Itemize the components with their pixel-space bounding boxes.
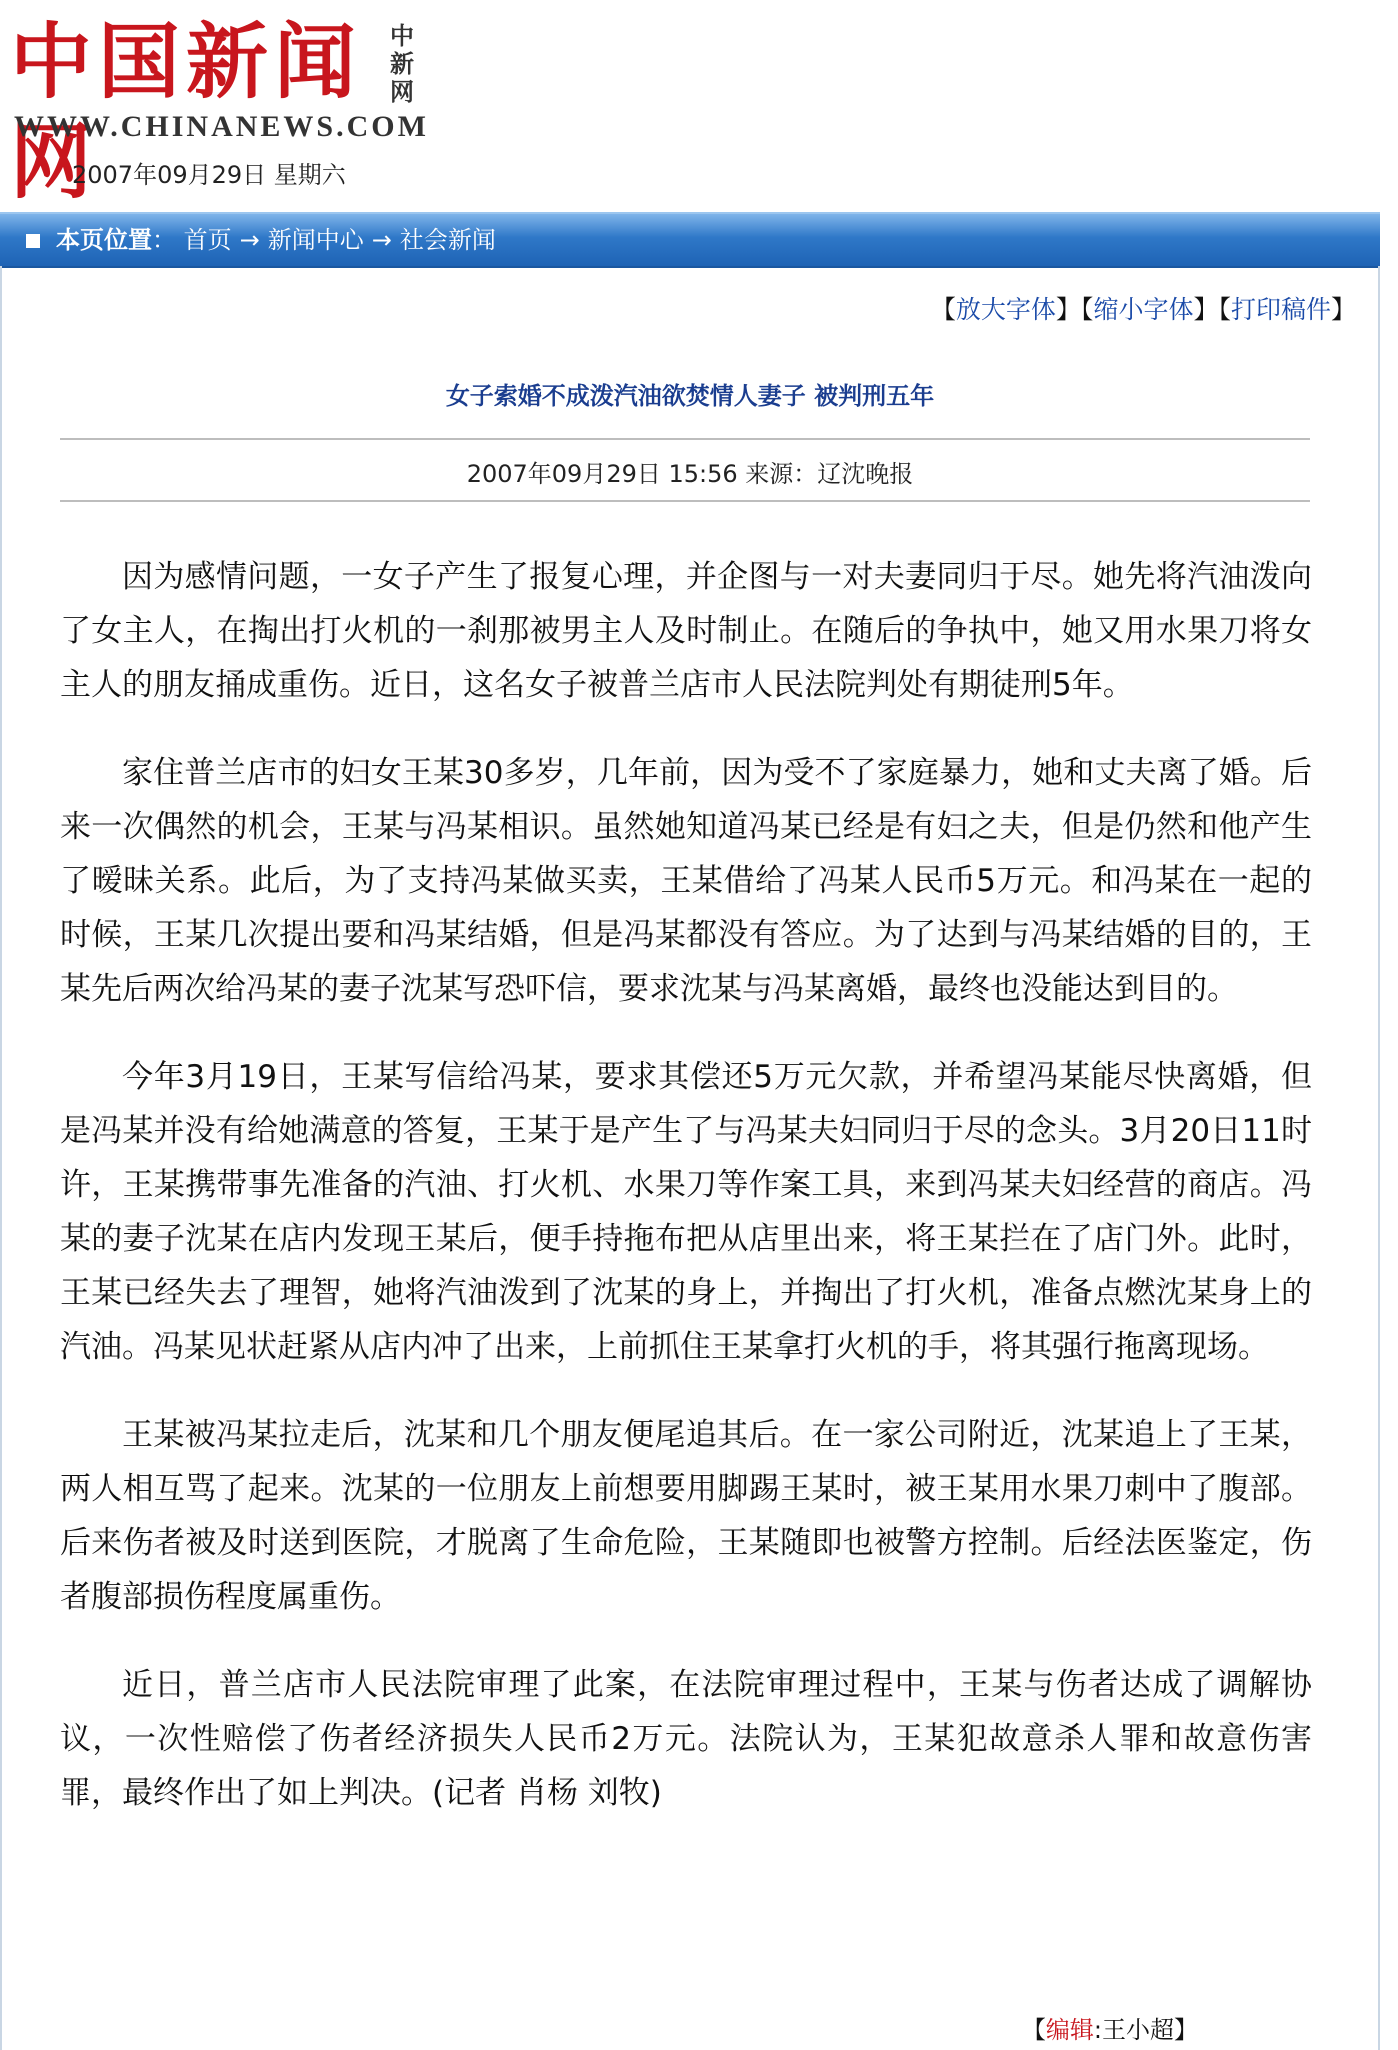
breadcrumb-colon: ： bbox=[152, 226, 176, 254]
square-bullet-icon bbox=[26, 234, 40, 248]
arrow-right-icon: → bbox=[239, 226, 260, 254]
location-bar bbox=[0, 212, 1380, 268]
article-body bbox=[60, 550, 1312, 1854]
header-date: 2007年09月29日 星期六 bbox=[72, 161, 346, 189]
article-title: 女子索婚不成泼汽油欲焚情人妻子 被判刑五年 bbox=[445, 382, 935, 410]
article-paragraph: 因为感情问题，一女子产生了报复心理，并企图与一对夫妻同归于尽。她先将汽油泼向了女主人，在掏出打火机的一刹那被男主人及时制止。在随后的争执中，她又用水果刀将女主人的朋友捅成重伤。近日，这名女子被普兰店市人民法院判处有期徒刑5年。 bbox=[60, 559, 1312, 703]
breadcrumb-label: 本页位置 bbox=[56, 226, 152, 254]
logo-side-text: 中新网 bbox=[390, 21, 414, 106]
breadcrumb-news-center-link[interactable]: 新闻中心 bbox=[267, 226, 364, 254]
article-paragraph: 家住普兰店市的妇女王某30多岁，几年前，因为受不了家庭暴力，她和丈夫离了婚。后来一次偶然的机会，王某与冯某相识。虽然她知道冯某已经是有妇之夫，但是仍然和他产生了暧昧关系。此后，为了支持冯某做买卖，王某借给了冯某人民币5万元。和冯某在一起的时候，王某几次提出要和冯某结婚，但是冯某都没有答应。为了达到与冯某结婚的目的，王某先后两次给冯某的妻子沈某写恐吓信，要求沈某与冯某离婚，最终也没能达到目的。 bbox=[60, 755, 1312, 1007]
divider-top bbox=[60, 438, 1310, 440]
article-paragraph: 王某被冯某拉走后，沈某和几个朋友便尾追其后。在一家公司附近，沈某追上了王某，两人相互骂了起来。沈某的一位朋友上前想要用脚踢王某时，被王某用水果刀刺中了腹部。后来伤者被及时送到医院，才脱离了生命危险，王某随即也被警方控制。后经法医鉴定，伤者腹部损伤程度属重伤。 bbox=[60, 1417, 1312, 1615]
article-panel bbox=[0, 266, 1380, 2050]
shrink-font-link[interactable]: 缩小字体 bbox=[1093, 295, 1194, 324]
site-header bbox=[0, 0, 1398, 210]
article-meta: 2007年09月29日 15:56 来源：辽沈晚报 bbox=[466, 460, 914, 488]
logo-chinese-text: 中国新闻网 bbox=[10, 14, 363, 210]
breadcrumb-home-link[interactable]: 首页 bbox=[183, 226, 232, 254]
breadcrumb bbox=[56, 214, 496, 266]
editor-credit: 【编辑:王小超】 bbox=[1021, 2016, 1198, 2044]
editor-name: 王小超 bbox=[1102, 2016, 1174, 2044]
print-article-link[interactable]: 打印稿件 bbox=[1230, 295, 1331, 324]
article-paragraph: 今年3月19日，王某写信给冯某，要求其偿还5万元欠款，并希望冯某能尽快离婚，但是冯某并没有给她满意的答复，王某于是产生了与冯某夫妇同归于尽的念头。3月20日11时许，王某携带事先准备的汽油、打火机、水果刀等作案工具，来到冯某夫妇经营的商店。冯某的妻子沈某在店内发现王某后，便手持拖布把从店里出来，将王某拦在了店门外。此时，王某已经失去了理智，她将汽油泼到了沈某的身上，并掏出了打火机，准备点燃沈某身上的汽油。冯某见状赶紧从店内冲了出来，上前抓住王某拿打火机的手，将其强行拖离现场。 bbox=[60, 1059, 1312, 1365]
divider-bottom bbox=[60, 500, 1310, 502]
font-tools: 【放大字体】【缩小字体】【打印稿件】 bbox=[930, 295, 1356, 324]
editor-label: 编辑 bbox=[1045, 2016, 1094, 2044]
arrow-right-icon: → bbox=[371, 226, 392, 254]
breadcrumb-society-news-link[interactable]: 社会新闻 bbox=[399, 226, 496, 254]
article-paragraph: 近日，普兰店市人民法院审理了此案，在法院审理过程中，王某与伤者达成了调解协议，一次性赔偿了伤者经济损失人民币2万元。法院认为，王某犯故意杀人罪和故意伤害罪，最终作出了如上判决。(记者 肖杨 刘牧) bbox=[60, 1667, 1312, 1811]
logo-english-text: WWW.CHINANEWS.COM bbox=[14, 110, 429, 143]
enlarge-font-link[interactable]: 放大字体 bbox=[955, 295, 1056, 324]
